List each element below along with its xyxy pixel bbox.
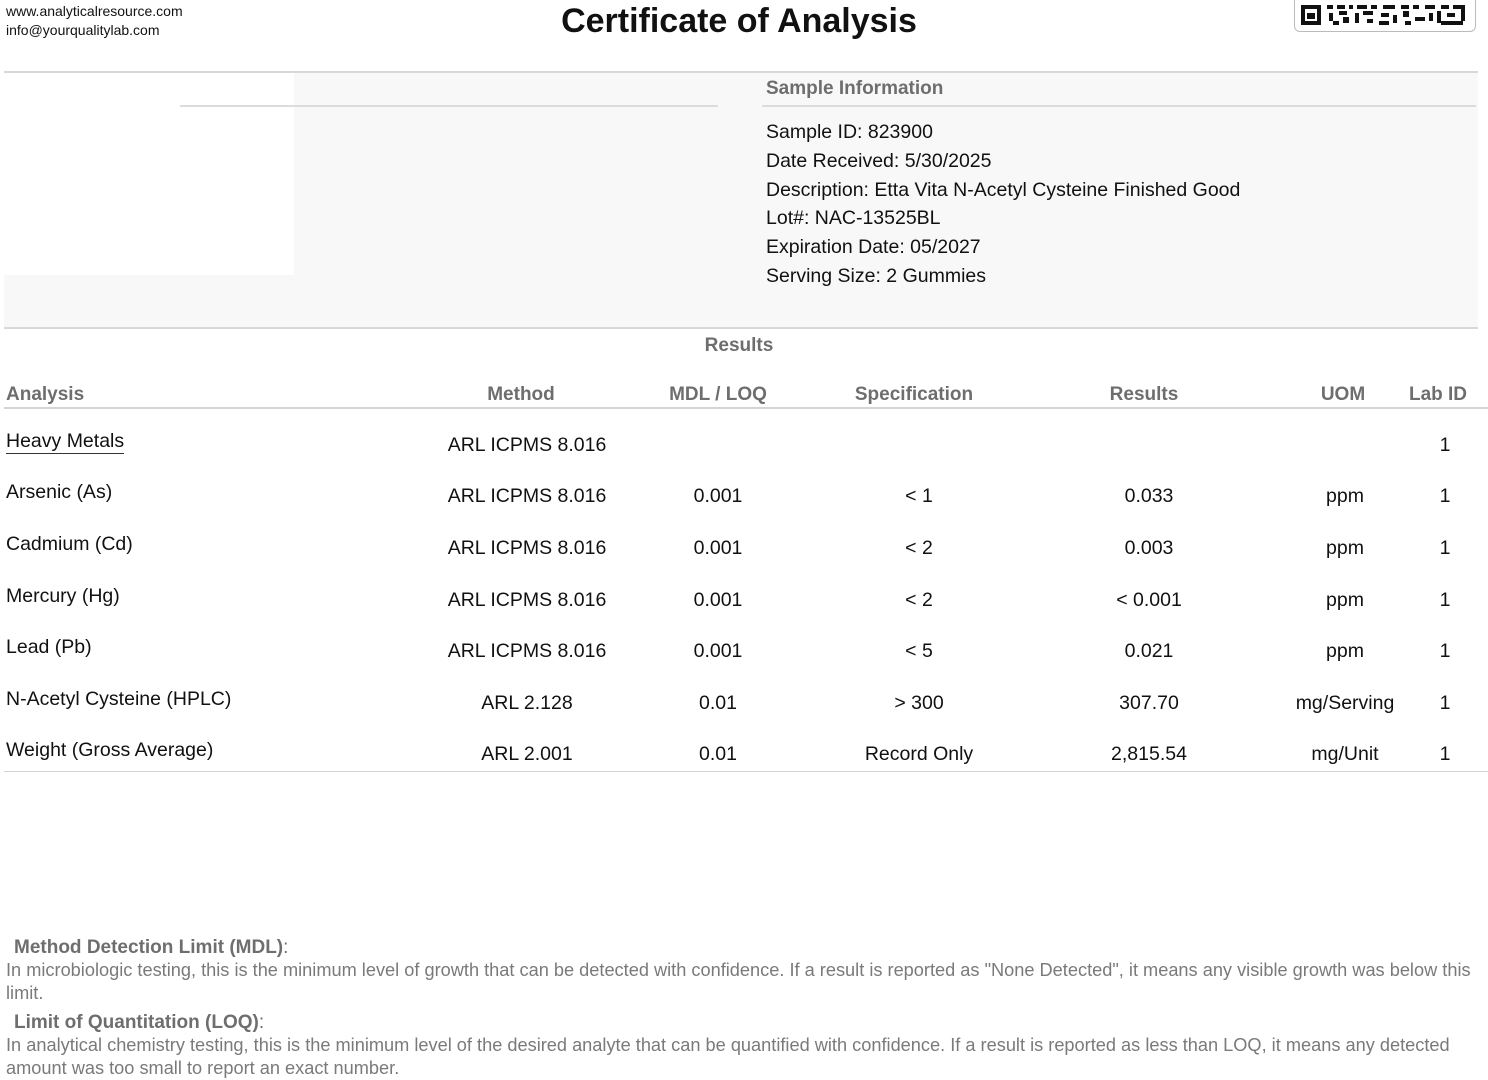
uom-cell: mg/Serving <box>1295 692 1395 714</box>
logo-placeholder <box>4 73 294 275</box>
column-header-lab-id: Lab ID <box>1408 384 1468 405</box>
loq-note-title: Limit of Quantitation (LOQ): <box>14 1012 265 1033</box>
qr-code-icon[interactable] <box>1294 0 1476 32</box>
results-divider <box>4 327 1478 329</box>
specification-cell: > 300 <box>894 692 944 714</box>
loq-note-text: In analytical chemistry testing, this is the minimum level of the desired analyte that can be quantified with confidence. If a result is reported as less than LOQ, it means any detected amount was too small to report an exact number. <box>6 1035 1450 1078</box>
serving-size: Serving Size: 2 Gummies <box>766 264 986 287</box>
results-table-header <box>0 382 1488 410</box>
method-cell: ARL ICPMS 8.016 <box>447 485 607 507</box>
uom-cell: ppm <box>1326 537 1364 559</box>
sample-info-heading: Sample Information <box>766 78 944 99</box>
mdl-loq-cell: 0.001 <box>693 537 743 559</box>
result-cell: 2,815.54 <box>1111 743 1187 765</box>
mdl-note-title: Method Detection Limit (MDL): <box>14 937 289 958</box>
result-cell: < 0.001 <box>1116 589 1182 611</box>
column-header-specification: Specification <box>854 384 974 405</box>
column-header-uom: UOM <box>1320 384 1366 405</box>
analysis-cell: N-Acetyl Cysteine (HPLC) <box>6 688 232 710</box>
lot-number: Lot#: NAC-13525BL <box>766 207 941 230</box>
email-link[interactable]: info@yourqualitylab.com <box>6 22 160 38</box>
analysis-cell: Mercury (Hg) <box>6 585 120 607</box>
table-row <box>0 688 1488 731</box>
analysis-cell: Arsenic (As) <box>6 481 113 503</box>
specification-cell: < 2 <box>905 589 933 611</box>
result-cell: 0.033 <box>1124 485 1174 507</box>
table-row <box>0 533 1488 576</box>
method-cell: ARL ICPMS 8.016 <box>447 640 607 662</box>
mdl-loq-cell: 0.01 <box>699 743 737 765</box>
mdl-loq-cell: 0.001 <box>693 640 743 662</box>
analysis-cell[interactable]: Heavy Metals <box>6 430 125 452</box>
lab-id-cell: 1 <box>1439 692 1451 714</box>
uom-cell: ppm <box>1326 589 1364 611</box>
date-received: Date Received: 5/30/2025 <box>766 149 992 172</box>
analysis-cell: Lead (Pb) <box>6 636 92 658</box>
lab-id-cell: 1 <box>1439 589 1451 611</box>
column-header-results: Results <box>1109 384 1179 405</box>
table-bottom-divider <box>4 771 1488 772</box>
mdl-note-text: In microbiologic testing, this is the minimum level of growth that can be detected with confidence. If a result is reported as "None Detected", it means any visible growth was below this limit. <box>6 960 1471 1003</box>
sample-info-list <box>766 118 1240 291</box>
table-row <box>0 481 1488 524</box>
mdl-loq-cell: 0.001 <box>693 485 743 507</box>
table-row <box>0 430 1488 473</box>
document-title: Certificate of Analysis <box>561 2 917 40</box>
result-cell: 307.70 <box>1119 692 1179 714</box>
method-cell: ARL ICPMS 8.016 <box>447 537 607 559</box>
method-cell: ARL 2.128 <box>481 692 573 714</box>
website-link[interactable]: www.analyticalresource.com <box>6 3 183 19</box>
sample-description: Description: Etta Vita N-Acetyl Cysteine Finished Good <box>766 178 1241 201</box>
analysis-cell: Cadmium (Cd) <box>6 533 133 555</box>
column-header-method: Method <box>487 384 555 405</box>
table-row <box>0 636 1488 679</box>
uom-cell: mg/Unit <box>1311 743 1379 765</box>
specification-cell: < 1 <box>905 485 933 507</box>
specification-cell: < 2 <box>905 537 933 559</box>
analysis-cell: Weight (Gross Average) <box>6 739 214 761</box>
mdl-loq-cell: 0.001 <box>693 589 743 611</box>
sample-id: Sample ID: 823900 <box>766 121 933 143</box>
table-row <box>0 585 1488 628</box>
specification-cell: < 5 <box>905 640 933 662</box>
specification-cell: Record Only <box>864 743 974 765</box>
mdl-loq-cell: 0.01 <box>699 692 737 714</box>
lab-id-cell: 1 <box>1439 640 1451 662</box>
uom-cell: ppm <box>1326 485 1364 507</box>
lab-id-cell: 1 <box>1439 485 1451 507</box>
lab-id-cell: 1 <box>1439 537 1451 559</box>
result-cell: 0.003 <box>1124 537 1174 559</box>
column-header-analysis: Analysis <box>6 384 85 405</box>
column-header-mdl-loq: MDL / LOQ <box>669 384 767 405</box>
lab-id-cell: 1 <box>1439 743 1451 765</box>
result-cell: 0.021 <box>1124 640 1174 662</box>
method-cell: ARL ICPMS 8.016 <box>447 434 607 456</box>
left-section-divider <box>180 105 718 107</box>
results-heading: Results <box>704 335 774 356</box>
sample-info-divider <box>762 105 1476 107</box>
lab-id-cell: 1 <box>1439 434 1451 456</box>
table-header-underline <box>4 407 1488 409</box>
table-row <box>0 739 1488 782</box>
method-cell: ARL 2.001 <box>481 743 573 765</box>
method-cell: ARL ICPMS 8.016 <box>447 589 607 611</box>
uom-cell: ppm <box>1326 640 1364 662</box>
expiration-date: Expiration Date: 05/2027 <box>766 236 981 259</box>
